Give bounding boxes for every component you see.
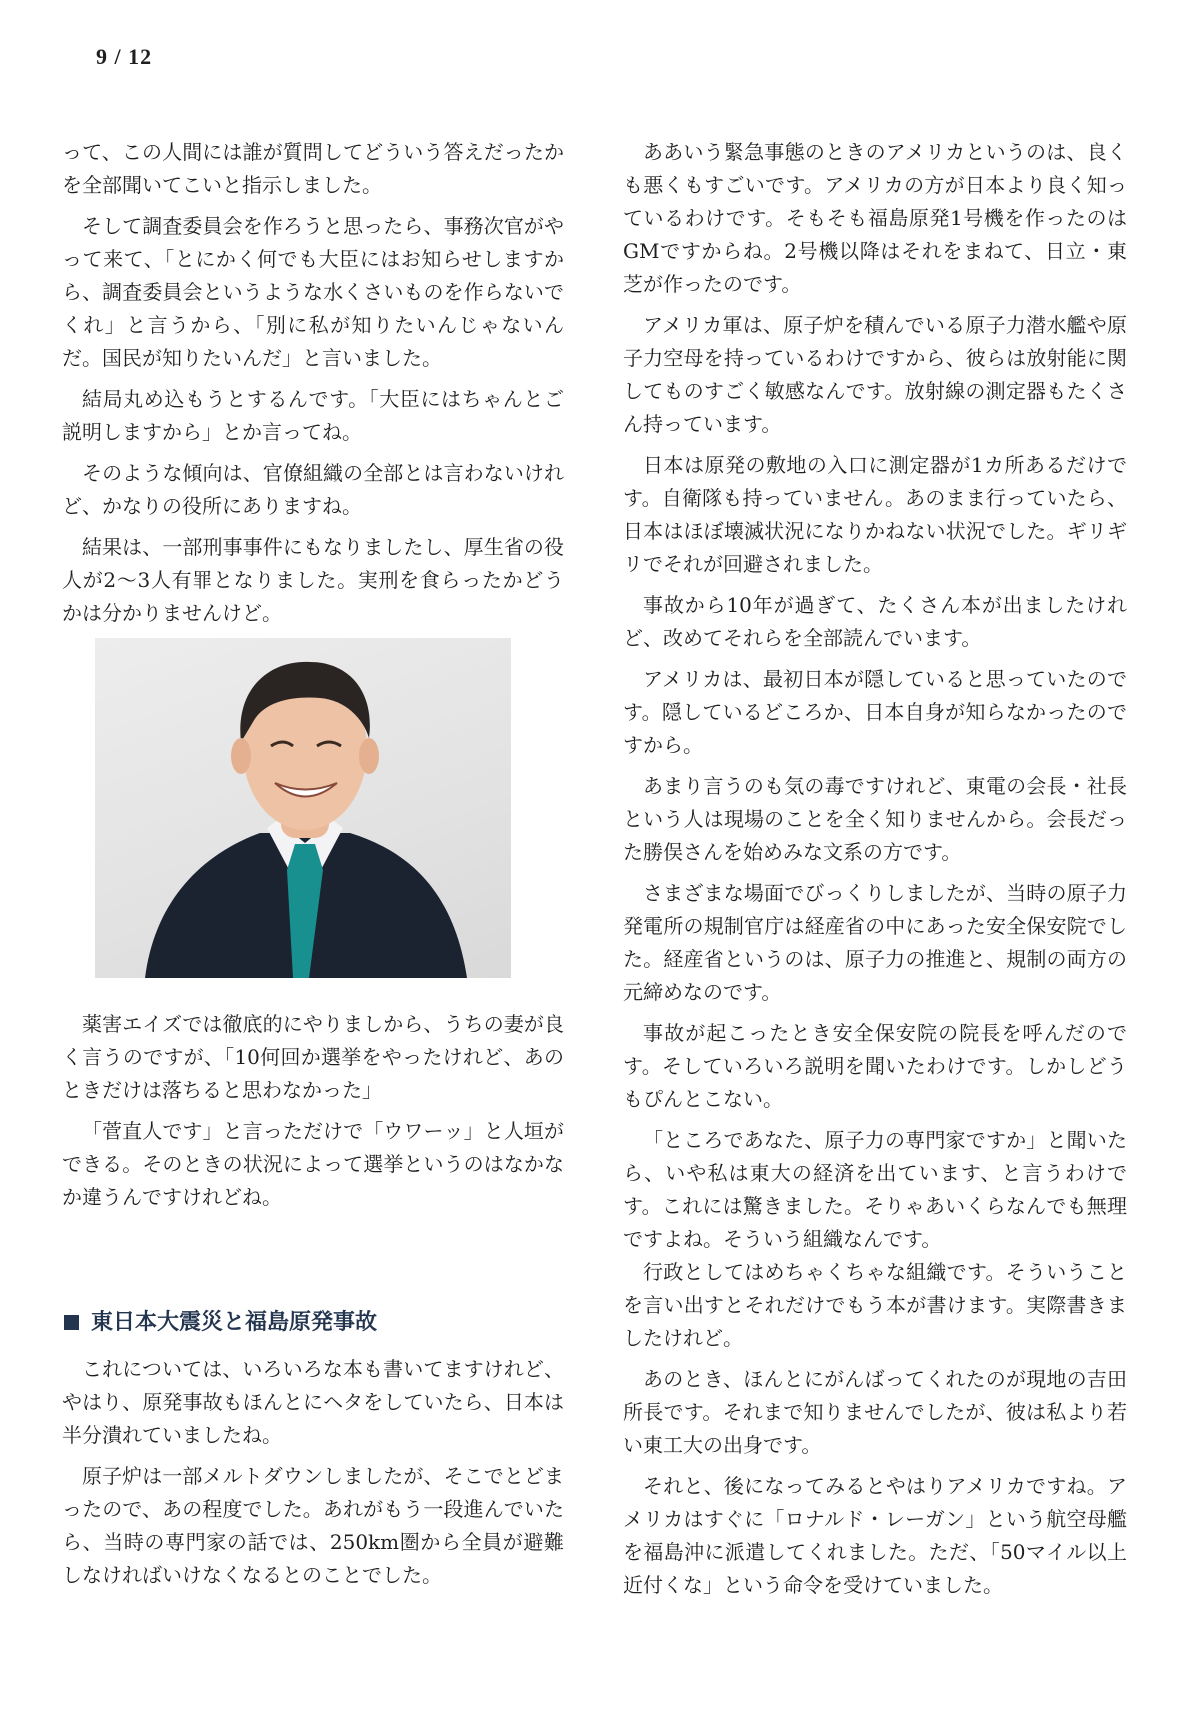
paragraph: アメリカは、最初日本が隠していると思っていたのです。隠しているどころか、日本自身が知らなかったのですから。 (623, 667, 1127, 757)
paragraph: ああいう緊急事態のときのアメリカというのは、良くも悪くもすごいです。アメリカの方が日本より良く知っているわけです。そもそも福島原発1号機を作ったのはGMですからね。2号機以降はそれをまねて、日立・東芝が作ったのです。 (623, 140, 1127, 296)
paragraph: 結局丸め込もうとするんです。「大臣にはちゃんとご説明しますから」とか言ってね。 (62, 387, 564, 444)
left-column (62, 136, 564, 1600)
page-number: 9 / 12 (96, 44, 153, 69)
portrait-photo (95, 638, 511, 978)
paragraph: 行政としてはめちゃくちゃな組織です。そういうことを言い出すとそれだけでもう本が書けます。実際書きましたけれど。 (623, 1260, 1127, 1350)
square-bullet-icon (64, 1315, 79, 1330)
portrait-illustration (95, 638, 511, 978)
paragraph: そして調査委員会を作ろうと思ったら、事務次官がやって来て、「とにかく何でも大臣にはお知らせしますから、調査委員会というような水くさいものを作らないでくれ」と言うから、「別に私が知りたいんじゃないんだ。国民が知りたいんだ」と言いました。 (62, 214, 564, 370)
right-ear (359, 738, 379, 774)
section-heading-text: 東日本大震災と福島原発事故 (91, 1310, 378, 1335)
paragraph: 結果は、一部刑事事件にもなりましたし、厚生省の役人が2〜3人有罪となりました。実刑を食らったかどうかは分かりませんけど。 (62, 535, 564, 625)
paragraph: あのとき、ほんとにがんばってくれたのが現地の吉田所長です。それまで知りませんでしたが、彼は私より若い東工大の出身です。 (623, 1367, 1127, 1457)
section-heading (62, 1306, 564, 1339)
paragraph: 原子炉は一部メルトダウンしましたが、そこでとどまったので、あの程度でした。あれがもう一段進んでいたら、当時の専門家の話では、250km圏から全員が避難しなければいけなくなるとのことでした。 (62, 1464, 564, 1587)
paragraph: 「ところであなた、原子力の専門家ですか」と聞いたら、いや私は東大の経済を出ています、と言うわけです。これには驚きました。そりゃあいくらなんでも無理ですよね。そういう組織なんです。 (623, 1128, 1127, 1251)
paragraph: それと、後になってみるとやはりアメリカですね。アメリカはすぐに「ロナルド・レーガン」という航空母艦を福島沖に派遣してくれました。ただ、「50マイル以上近付くな」という命令を受けていました。 (623, 1474, 1127, 1597)
right-column (623, 136, 1127, 1610)
paragraph: さまざまな場面でびっくりしましたが、当時の原子力発電所の規制官庁は経産省の中にあった安全保安院でした。経産省というのは、原子力の推進と、規制の両方の元締めなのです。 (623, 881, 1127, 1004)
paragraph: これについては、いろいろな本も書いてますけれど、やはり、原発事故もほんとにヘタをしていたら、日本は半分潰れていましたね。 (62, 1357, 564, 1447)
paragraph: アメリカ軍は、原子炉を積んでいる原子力潜水艦や原子力空母を持っているわけですから、彼らは放射能に関してものすごく敏感なんです。放射線の測定器もたくさん持っています。 (623, 313, 1127, 436)
paragraph: って、この人間には誰が質問してどういう答えだったかを全部聞いてこいと指示しました。 (62, 140, 564, 197)
paragraph: 薬害エイズでは徹底的にやりましから、うちの妻が良く言うのですが、「10何回か選挙をやったけれど、あのときだけは落ちると思わなかった」 (62, 1012, 564, 1102)
paragraph: あまり言うのも気の毒ですけれど、東電の会長・社長という人は現場のことを全く知りませんから。会長だった勝俣さんを始めみな文系の方です。 (623, 774, 1127, 864)
paragraph: 日本は原発の敷地の入口に測定器が1カ所あるだけです。自衛隊も持っていません。あのまま行っていたら、日本はほぼ壊滅状況になりかねない状況でした。ギリギリでそれが回避されました。 (623, 453, 1127, 576)
paragraph: 事故から10年が過ぎて、たくさん本が出ましたけれど、改めてそれらを全部読んでいます。 (623, 593, 1127, 650)
paragraph: 事故が起こったとき安全保安院の院長を呼んだのです。そしていろいろ説明を聞いたわけです。しかしどうもぴんとこない。 (623, 1021, 1127, 1111)
paragraph: 「菅直人です」と言っただけで「ウワーッ」と人垣ができる。そのときの状況によって選挙というのはなかなか違うんですけれどね。 (62, 1119, 564, 1209)
paragraph: そのような傾向は、官僚組織の全部とは言わないけれど、かなりの役所にありますね。 (62, 461, 564, 518)
left-ear (231, 738, 251, 774)
